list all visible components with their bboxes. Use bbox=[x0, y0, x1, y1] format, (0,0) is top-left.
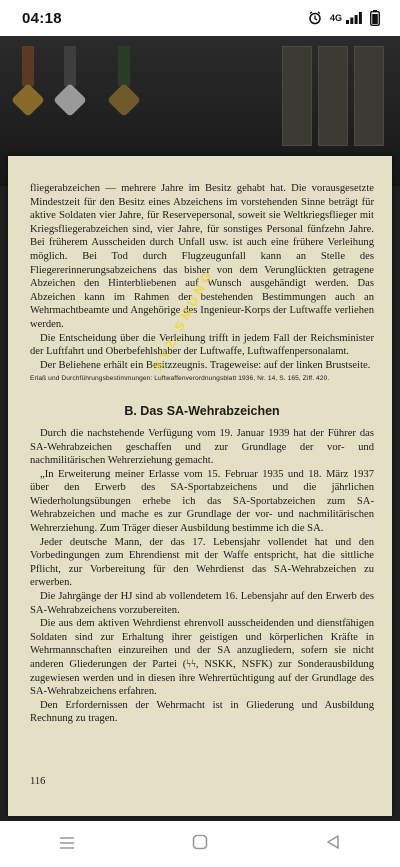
page-text bbox=[30, 182, 374, 726]
book-thumbnail bbox=[318, 46, 348, 146]
document-page bbox=[8, 156, 392, 816]
paragraph: Die aus dem aktiven Wehrdienst ehrenvoll ausscheidenden und dienstfähigen Soldaten sind zur Erhaltung ihrer geistigen und körperlichen Kräfte in Wehrmannschaften einzureihen und der SA anzugliedern, sofern sie nicht anderen Gliederungen der Partei (ϟϟ, NSKK, NSFK) zur Sonderausbildung zugewiesen werden und in diesen ihre Wehrertüchtigung auf der Grundlage des SA-Wehrabzeichens erfahren. bbox=[30, 618, 374, 698]
page-number: 116 bbox=[30, 776, 46, 787]
navigation-bar bbox=[0, 821, 400, 867]
book-thumbnail bbox=[354, 46, 384, 146]
paragraph: Durch die nachstehende Verfügung vom 19. Januar 1939 hat der Führer das SA-Wehrabzeichen geschaffen und zur Grundlage der vor- und nachmilitärischen Wehrerziehung gemacht. bbox=[30, 427, 374, 467]
paragraph: Jeder deutsche Mann, der das 17. Lebensjahr vollendet hat und den Vorbedingungen zum Ehrendienst mit der Waffe entspricht, hat die sittliche Pflicht, zur Vorbereitung für den Wehrdienst das SA-Wehrabzeichen zu erwerben. bbox=[30, 536, 374, 589]
medal-image bbox=[112, 46, 136, 136]
paragraph: Der Beliehene erhält ein Besitzzeugnis. Trageweise: auf der linken Brustseite. bbox=[40, 359, 371, 371]
status-time: 04:18 bbox=[22, 9, 62, 27]
book-thumbnail bbox=[282, 46, 312, 146]
medal-image bbox=[58, 46, 82, 136]
status-bar bbox=[0, 0, 400, 36]
menu-icon bbox=[59, 835, 75, 854]
signal-icon bbox=[346, 12, 362, 24]
image-viewer[interactable] bbox=[0, 36, 400, 821]
home-button[interactable] bbox=[175, 829, 225, 859]
back-icon bbox=[326, 834, 340, 854]
menu-button[interactable] bbox=[42, 829, 92, 859]
status-icons bbox=[308, 10, 380, 26]
paragraph: Die Entscheidung über die Verleihung trifft in jedem Fall der Reichsminister der Luftfahrt und Oberbefehlshaber der Luftwaffe, Luftwaffenpersonalamt. bbox=[30, 332, 374, 358]
back-button[interactable] bbox=[308, 829, 358, 859]
paragraph: fliegerabzeichen — mehrere Jahre im Besitz gehabt hat. Die vorausgesetzte Mindestzeit für den Besitz eines Abzeichens im vorstehenden Sinne beträgt für aktive Soldaten vier Jahre, für Reservepersonal, soweit sie Weltkriegsflieger mit Kriegsfliegerabzeichen sind, vier Jahre, für sonstiges Personal fünfzehn Jahre. Bei früherem Ausscheiden durch Unfall usw. ist auch eine frühere Verleihung möglich. Bei Tod durch Flugzeugunfall kann an Stelle des Fliegererinnerungsabzeichens das bisher von dem Verunglückten getragene Abzeichen den Hinterbliebenen auf Wunsch ausgehändigt werden. Das Abzeichen kann im Rahmen der bestehenden Bestimmungen auch an Wehrmachtbeamte und Angehörige des Ingenieur-Korps der Luftwaffe verliehen werden. bbox=[30, 183, 374, 330]
paragraph: Den Erfordernissen der Wehrmacht ist in Gliederung und Ausbildung Rechnung zu tragen. bbox=[30, 699, 374, 725]
footnote-reference: Erlaß und Durchführungsbestimmungen: Luftwaffenverordnungsblatt 1936, Nr. 14, S. 165, Ziff. 420. bbox=[30, 375, 330, 383]
watermark: XYZ.SMUNG bbox=[150, 265, 217, 374]
paragraph: Die Jahrgänge der HJ sind ab vollendetem 16. Lebensjahr auf den Erwerb des SA-Wehrabzeichens vorzubereiten. bbox=[30, 591, 374, 616]
section-heading: B. Das SA-Wehrabzeichen bbox=[124, 404, 280, 419]
network-label: 4G bbox=[329, 13, 342, 23]
paragraph: „In Erweiterung meiner Erlasse vom 15. Februar 1935 und 18. März 1937 über den Erwerb des SA-Sportabzeichens und die jährlichen Wiederholungsübungen erhebe ich das SA-Sportabzeichen zum SA-Wehrabzeichen und mache es zur Grundlage der vor- und nachmilitärischen Wehrerziehung. Zum Träger dieser Ausbildung bestimme ich die SA. bbox=[30, 468, 374, 535]
medal-image bbox=[16, 46, 40, 136]
home-icon bbox=[192, 834, 208, 854]
battery-icon bbox=[370, 10, 380, 26]
alarm-icon bbox=[308, 11, 322, 25]
